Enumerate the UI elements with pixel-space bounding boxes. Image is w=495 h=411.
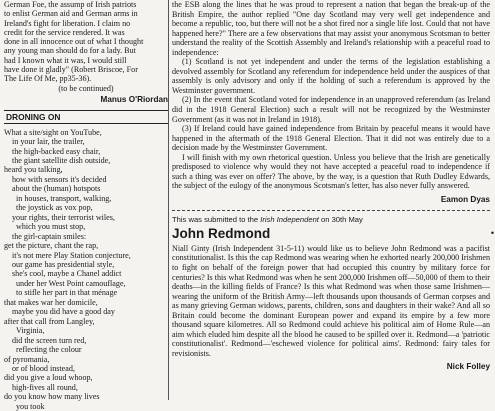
poem-line: get the picture, chant the rap,: [4, 241, 99, 251]
poem-line: What a site/sight on YouTube,: [4, 127, 102, 137]
poem-line: of pyromania,: [4, 354, 50, 364]
column-divider: [168, 0, 169, 400]
submission-suffix: on 30th May: [318, 214, 363, 224]
quote-line: had I known what it was, I would still: [4, 55, 127, 65]
section-divider: [172, 210, 490, 211]
signature-nick: Nick Folley: [446, 361, 490, 371]
dyas-point-3: (3) If Ireland could have gained independence from Britain by peaceful means it would have happened in the aftermath of the 1918 General Election. That it did not was entirely due to a decision made by the Westminster Government.: [172, 124, 490, 153]
poem-line: you took: [16, 401, 45, 411]
poem-line: after that call from Langley,: [4, 316, 95, 326]
signature-manus: Manus O'Riordan: [100, 94, 168, 104]
poem-line: about the (human) hotspots: [12, 184, 101, 194]
newspaper-name: Irish Independent: [260, 214, 319, 224]
quote-line: done in all innocence out of what I thought: [4, 37, 144, 47]
dyas-closing: I will finish with my own rhetorical question. Unless you believe that the Irish are genetically predisposed to violence why would they not have accepted a peaceful road to independence if such a thing was ever on offer? The above, by the way, is a question that Ruth Dudley Edwards, the subject of the eulogy of the anonymous Scotsman's letter, has also never fully answered.: [172, 152, 490, 191]
quote-line: any young man should do for a lady. But: [4, 46, 136, 56]
quote-line: credit for the service rendered. It was: [4, 27, 125, 37]
quote-line: Ireland's fight for liberation. I claim no: [4, 18, 131, 28]
quote-line: to enlist German aid and German arms in: [4, 9, 138, 19]
article-headline: John Redmond: [172, 225, 271, 241]
poem-line: did you give a loud whoop,: [4, 373, 93, 383]
poem-line: the joystick as vox pop,: [16, 203, 93, 213]
poem-line: under her West Point camouflage,: [16, 278, 126, 288]
redmond-letter: Niall Ginty (Irish Independent 31-5-11) would like us to believe John Redmond was a pacifist constitutionalist. Is this the cap Redmond was wearing when he exhorted nearly 200,000 Irishmen to fight on behalf of the foreign power that had occupied this country by military force for centuries? Is this what Redmond was when he sent 200,000 Irishmen off—50,000 of them to their deaths—in the killing fields of France? Is this what Redmond was when those same Irishmen—wearing the uniform of the British Army—left thousands upon thousands of German corpses and as many grieving German widows, parents, children, sons and daughters in their wake? And all so Britain could become the dominant European power and expand its empire by a few more thousand square kilometres. All so Redmond could achieve his political aim of Home Rule—an aim which eluded him despite all the blood he caused to be spilled over it. Redmond—a 'patriotic constitutionalist'. Redmond—'eschewed violence for political aims'. Redmond: fairy tales for revisionists.: [172, 243, 490, 358]
poem-line: our game has presidential style,: [12, 260, 115, 270]
poem-line: to stifle her part in that ménage: [16, 288, 118, 298]
poem-line: in your lair, the trailer,: [12, 137, 85, 147]
poem-line: in houses, transport, walking,: [16, 193, 112, 203]
poem-droning-on: [4, 128, 168, 411]
briscoe-quote: [4, 0, 168, 84]
signature-eamon: Eamon Dyas: [440, 194, 490, 204]
poem-line: the giant satellite dish outside,: [12, 156, 111, 166]
poem-line: maybe you did have a good day: [12, 307, 115, 317]
dyas-intro-paragraph: the ESB along the lines that he was proud to represent a nation that began the break-up of the British Empire, the author replied "One day Scotland may very well get independence and become a republic, too, but there will not be a shot fired nor a single life lost. Could that not have happened here?" There are a few observations that may assist your anonymous Scotsman to better understand the reality of the Scottish Assembly and Ireland's relationship with a peaceful road to independence:: [172, 0, 490, 57]
poem-line: the high-backed easy chair,: [12, 146, 101, 156]
poem-line: Virginia,: [16, 326, 45, 336]
submission-prefix: This was submitted to the: [172, 214, 261, 224]
poem-line: high-fives all round,: [12, 382, 78, 392]
poem-heading: DRONING ON: [4, 110, 168, 124]
right-column: [172, 0, 490, 400]
left-column: [4, 0, 168, 411]
poem-line: do you know how many lives: [4, 392, 100, 402]
margin-mark: •: [490, 228, 494, 238]
poem-line: which you must stop,: [16, 222, 86, 232]
poem-line: it's not mere Play Station conjecture,: [12, 250, 131, 260]
to-be-continued: (to be continued): [58, 83, 114, 93]
poem-line: did the screen turn red,: [12, 335, 87, 345]
submission-note: [172, 215, 490, 225]
quote-line: German Foe, the assump of Irish patriots: [4, 0, 137, 9]
poem-line: reflecting the colour: [16, 345, 82, 355]
poem-line: heard you talking,: [4, 165, 63, 175]
quote-line: The Life Of Me, pp35-36).: [4, 74, 92, 84]
poem-line: how with sensors it's decided: [12, 174, 107, 184]
poem-line: or of blood instead,: [12, 364, 75, 373]
poem-line: she's cool, maybe a Chanel addict: [12, 269, 122, 279]
dyas-point-2: (2) In the event that Scotland voted for independence in an unapproved referendum (as Ireland did in the 1918 General Election) such a result will not be recognized by the Westminster Government (as it was not in Ireland in 1918).: [172, 95, 490, 124]
poem-line: that makes war her domicile,: [4, 297, 98, 307]
poem-line: the girl-captain smiles:: [12, 231, 87, 241]
poem-line: your rights, their terrorist wiles,: [12, 212, 115, 222]
quote-line: have done it gladly" (Robert Briscoe, For: [4, 65, 138, 75]
dyas-point-1: (1) Scotland is not yet independent and under the terms of the legislation establishing a devolved assembly for Scotland any referendum for independence held under the auspices of that assembly is only advisory and only if the holding of such a referendum is approved by the Westminster government.: [172, 57, 490, 95]
